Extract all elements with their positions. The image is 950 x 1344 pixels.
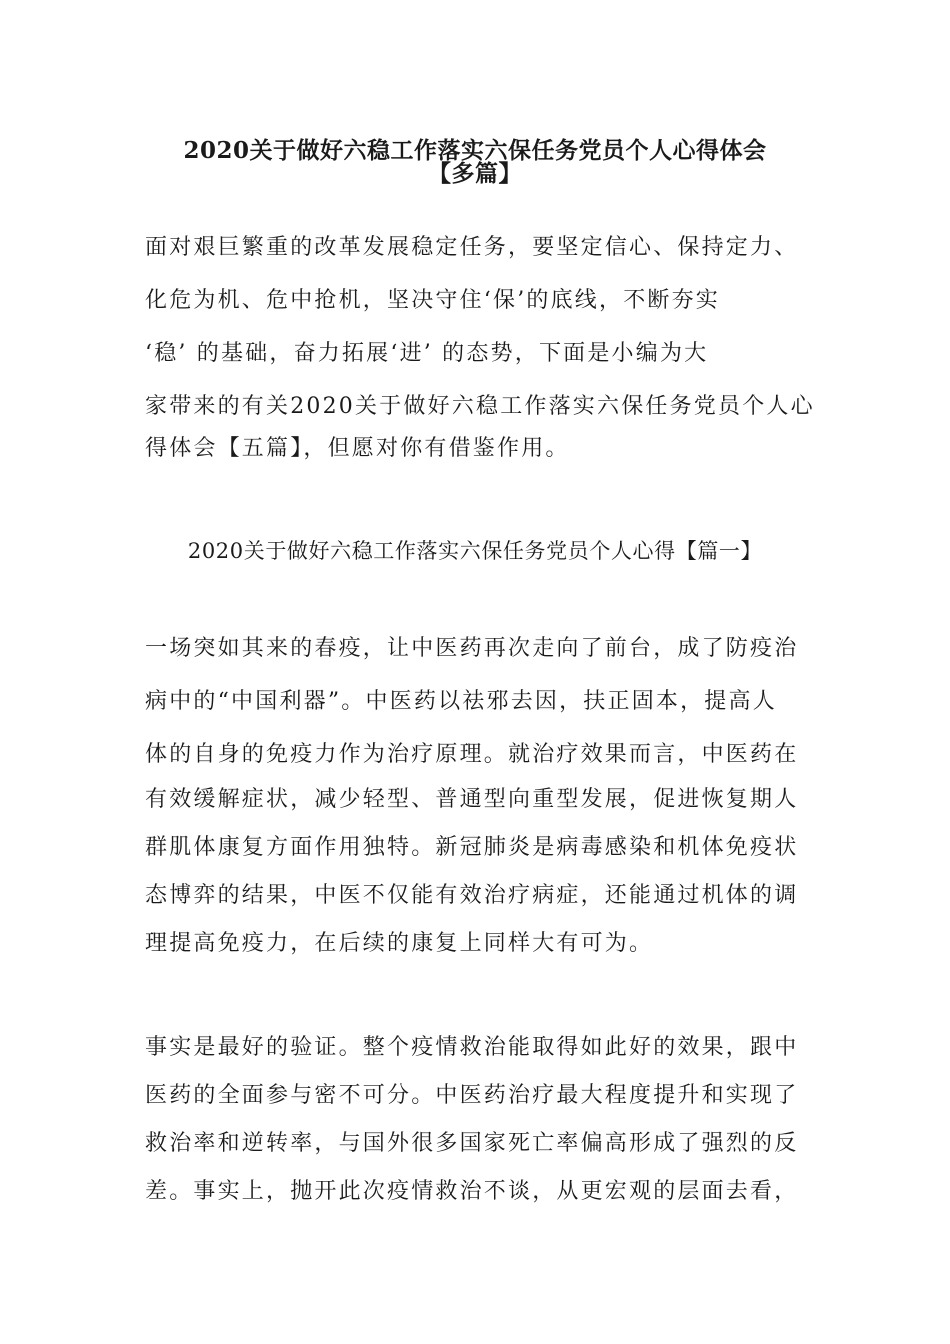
paragraph-line: 医药的全面参与密不可分。中医药治疗最大程度提升和实现了 xyxy=(145,1083,799,1108)
intro-line: 家带来的有关2020关于做好六稳工作落实六保任务党员个人心 xyxy=(145,394,815,419)
section-heading: 2020关于做好六稳工作落实六保任务党员个人心得【篇一】 xyxy=(187,539,763,563)
intro-line: 得体会【五篇】，但愿对你有借鉴作用。 xyxy=(145,436,570,461)
intro-line: 化危为机、危中抢机，坚决守住‘保’的底线，不断夯实 xyxy=(145,288,720,313)
intro-line: ‘稳’ 的基础，奋力拓展‘进’ 的态势，下面是小编为大 xyxy=(145,341,709,366)
paragraph-line: 群肌体康复方面作用独特。新冠肺炎是病毒感染和机体免疫状 xyxy=(145,835,799,860)
document-title-line-1: 2020关于做好六稳工作落实六保任务党员个人心得体会 xyxy=(183,137,767,164)
paragraph-line: 救治率和逆转率，与国外很多国家死亡率偏高形成了强烈的反 xyxy=(145,1131,799,1156)
paragraph-line: 态博弈的结果，中医不仅能有效治疗病症，还能通过机体的调 xyxy=(145,883,799,908)
intro-line: 面对艰巨繁重的改革发展稳定任务，要坚定信心、保持定力、 xyxy=(145,235,799,260)
paragraph-line: 病中的“中国利器”。中医药以祛邪去因，扶正固本，提高人 xyxy=(145,689,777,714)
document-title-line-2: 【多篇】 xyxy=(428,160,522,187)
paragraph-line: 一场突如其来的春疫，让中医药再次走向了前台，成了防疫治 xyxy=(145,636,799,661)
paragraph-line: 有效缓解症状，减少轻型、普通型向重型发展，促进恢复期人 xyxy=(145,787,799,812)
paragraph-line: 差。事实上，抛开此次疫情救治不谈，从更宏观的层面去看， xyxy=(145,1179,799,1204)
paragraph-line: 理提高免疫力，在后续的康复上同样大有可为。 xyxy=(145,931,654,956)
paragraph-line: 事实是最好的验证。整个疫情救治能取得如此好的效果，跟中 xyxy=(145,1035,799,1060)
paragraph-line: 体的自身的免疫力作为治疗原理。就治疗效果而言，中医药在 xyxy=(145,742,799,767)
